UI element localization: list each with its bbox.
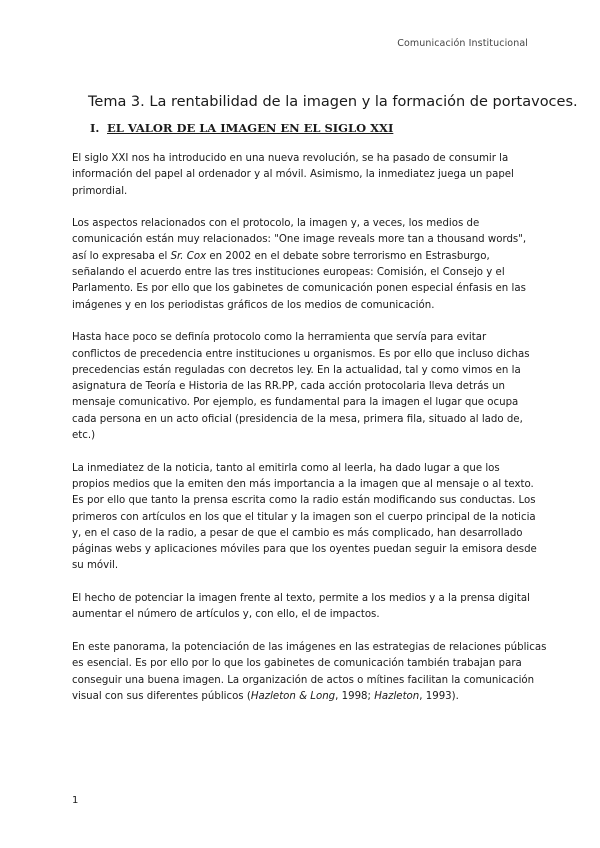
text-line: su móvil. [72,560,119,572]
text-line: información del papel al ordenador y al móvil. Asimismo, la inmediatez juega un papel [72,169,514,181]
section-heading-text: EL VALOR DE LA IMAGEN EN EL SIGLO XXI [107,121,394,135]
text-run: , 1998; [335,690,375,702]
paragraph-2 [72,216,530,314]
text-line: y, en el caso de la radio, a pesar de que el cambio es más complicado, han desarrollado [72,527,523,539]
text-line: conseguir una buena imagen. La organización de actos o mítines facilitan la comunicación [72,674,535,686]
section-heading [90,121,393,135]
text-line: La inmediatez de la noticia, tanto al emitirla como al leerla, ha dado lugar a que los [72,462,500,474]
text-line: etc.) [72,430,96,442]
text-line: primeros con artículos en los que el titular y la imagen son el cuerpo principal de la noticia [72,511,536,523]
text-line: Parlamento. Es por ello que los gabinetes de comunicación ponen especial énfasis en las [72,283,526,295]
page-number: 1 [72,795,79,806]
text-line: El hecho de potenciar la imagen frente al texto, permite a los medios y a la prensa digital [72,593,530,605]
text-line: mensaje comunicativo. Por ejemplo, es fundamental para la imagen el lugar que ocupa [72,397,519,409]
text-run: visual con sus diferentes públicos ( [72,690,251,702]
text-run: en 2002 en el debate sobre terrorismo en Estrasburgo, [206,250,490,262]
text-line: Hasta hace poco se definía protocolo como la herramienta que servía para evitar [72,332,487,344]
running-header: Comunicación Institucional [397,38,528,49]
text-line: Es por ello que tanto la prensa escrita como la radio están modificando sus conductas. Los [72,495,536,507]
paragraph-3 [72,330,530,444]
text-line: En este panorama, la potenciación de las imágenes en las estrategias de relaciones públicas [72,641,547,653]
text-line: primordial. [72,185,128,197]
paragraph-1 [72,151,530,200]
text-line: asignatura de Teoría e Historia de las RR.PP, cada acción protocolaria lleva detrás un [72,381,505,393]
text-line: aumentar el número de artículos y, con ello, el de impactos. [72,609,380,621]
text-line: páginas webs y aplicaciones móviles para que los oyentes puedan seguir la emisora desde [72,544,537,556]
paragraph-6 [72,640,547,705]
text-line: precedencias están reguladas con decretos ley. En la actualidad, tal y como vimos en la [72,364,521,376]
text-line: es esencial. Es por ello por lo que los gabinetes de comunicación también trabajan para [72,658,522,670]
paragraph-5 [72,591,530,624]
text-line: propios medios que la emiten den más importancia a la imagen que al mensaje o al texto. [72,478,534,490]
citation-name: Sr. Cox [170,250,207,262]
text-line [72,249,530,265]
text-run: así lo expresaba el [72,250,171,262]
text-line: El siglo XXI nos ha introducido en una nueva revolución, se ha pasado de consumir la [72,153,509,164]
text-line: señalando el acuerdo entre las tres instituciones europeas: Comisión, el Consejo y el [72,267,505,279]
text-line: cada persona en un acto oficial (presidencia de la mesa, primera fila, situado al lado de, [72,413,523,425]
text-line: comunicación están muy relacionados: "One image reveals more tan a thousand words", [72,234,527,246]
page-title: Tema 3. La rentabilidad de la imagen y la formación de portavoces. [88,94,578,110]
body-text [72,151,547,721]
text-line: Los aspectos relacionados con el protocolo, la imagen y, a veces, los medios de [72,218,480,230]
paragraph-4 [72,461,537,575]
text-line: imágenes y en los periodistas gráficos de los medios de comunicación. [72,299,435,311]
text-line: conflictos de precedencia entre instituciones u organismos. Es por ello que incluso dichas [72,348,530,360]
text-run: , 1993). [419,690,459,702]
citation-name: Hazleton [374,690,420,702]
section-number: I. [90,121,100,135]
citation-name: Hazleton & Long [250,690,336,702]
text-line [72,689,530,705]
